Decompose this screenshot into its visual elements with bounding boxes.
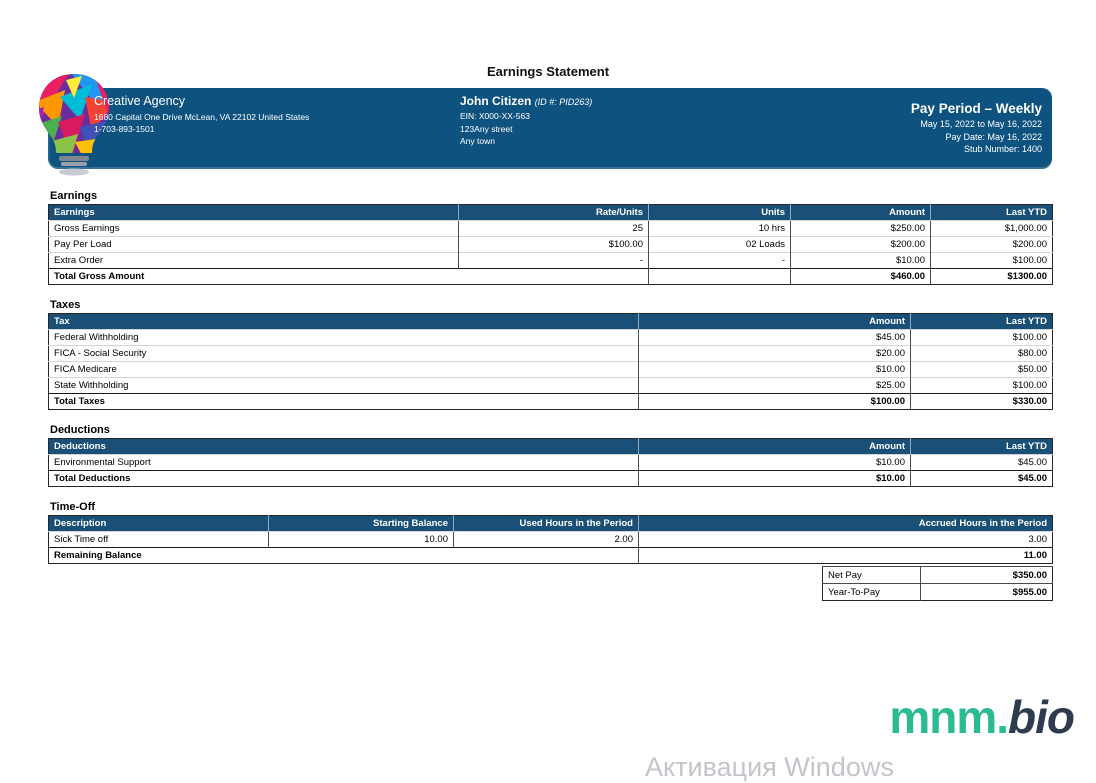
net-pay-summary [822, 566, 1053, 601]
cell-ytd: $200.00 [931, 237, 1053, 253]
col-header: Last YTD [911, 314, 1053, 330]
pay-period-range: May 15, 2022 to May 16, 2022 [920, 119, 1042, 129]
company-name: Creative Agency [94, 94, 186, 108]
cell-rate: $100.00 [459, 237, 649, 253]
total-ytd: $330.00 [911, 394, 1053, 410]
company-address: 1680 Capital One Drive McLean, VA 22102 United States [94, 112, 310, 122]
cell-starting: 10.00 [269, 532, 454, 548]
timeoff-total-row [49, 548, 1053, 564]
cell-used: 2.00 [454, 532, 639, 548]
brand-prefix: mnm. [889, 691, 1009, 743]
taxes-table [48, 313, 1053, 410]
deductions-total-row [49, 471, 1053, 487]
col-header: Amount [791, 205, 931, 221]
table-row [49, 330, 1053, 346]
employee-block [460, 94, 592, 148]
earnings-section [48, 190, 1052, 285]
summary-value: $955.00 [921, 584, 1053, 601]
col-header: Used Hours in the Period [454, 516, 639, 532]
col-header: Amount [639, 439, 911, 455]
col-header: Amount [639, 314, 911, 330]
table-row [49, 346, 1053, 362]
cell-ytd: $100.00 [931, 253, 1053, 269]
company-block [94, 94, 309, 135]
cell-label: Environmental Support [49, 455, 639, 471]
cell-ytd: $80.00 [911, 346, 1053, 362]
taxes-total-row [49, 394, 1053, 410]
cell-rate: - [459, 253, 649, 269]
deductions-section [48, 424, 1052, 487]
cell-label: Extra Order [49, 253, 459, 269]
deductions-table [48, 438, 1053, 487]
stub-number: Stub Number: 1400 [963, 144, 1042, 154]
total-label: Remaining Balance [49, 548, 639, 564]
cell-amount: $10.00 [791, 253, 931, 269]
col-header: Rate/Units [459, 205, 649, 221]
header-band [48, 88, 1052, 169]
employee-town: Any town [460, 136, 495, 146]
cell-ytd: $100.00 [911, 378, 1053, 394]
col-header: Last YTD [931, 205, 1053, 221]
cell-ytd: $45.00 [911, 455, 1053, 471]
table-row [49, 237, 1053, 253]
table-row [49, 362, 1053, 378]
table-row [49, 532, 1053, 548]
employee-street: 123Any street [460, 123, 513, 134]
cell-label: Gross Earnings [49, 221, 459, 237]
col-header: Starting Balance [269, 516, 454, 532]
timeoff-table [48, 515, 1053, 564]
cell-rate: 25 [459, 221, 649, 237]
taxes-section [48, 299, 1052, 410]
table-row [823, 584, 1053, 601]
table-row [823, 567, 1053, 584]
total-amount: $460.00 [791, 269, 931, 285]
table-row [49, 221, 1053, 237]
col-header: Last YTD [911, 439, 1053, 455]
employee-id: (ID #: PID263) [534, 97, 593, 107]
table-row [49, 253, 1053, 269]
cell-amount: $250.00 [791, 221, 931, 237]
earnings-total-row [49, 269, 1053, 285]
employee-name: John Citizen (ID #: PID263) [460, 94, 593, 108]
total-label: Total Deductions [49, 471, 639, 487]
pay-period-title: Pay Period – Weekly [910, 101, 1042, 116]
cell-label: FICA - Social Security [49, 346, 639, 362]
taxes-section-title: Taxes [50, 299, 81, 311]
cell-label: Pay Per Load [49, 237, 459, 253]
total-ytd: $1300.00 [931, 269, 1053, 285]
total-units [649, 269, 791, 285]
page-title: Earnings Statement [486, 64, 610, 79]
cell-label: FICA Medicare [49, 362, 639, 378]
activate-windows-watermark: Активация Windows [645, 752, 894, 782]
total-amount: $100.00 [639, 394, 911, 410]
cell-ytd: $1,000.00 [931, 221, 1053, 237]
total-label: Total Gross Amount [49, 269, 649, 285]
deductions-section-title: Deductions [50, 424, 110, 436]
timeoff-section [48, 501, 1052, 564]
cell-amount: $25.00 [639, 378, 911, 394]
cell-label: State Withholding [49, 378, 639, 394]
table-row [49, 378, 1053, 394]
col-header: Tax [49, 314, 639, 330]
cell-units: 10 hrs [649, 221, 791, 237]
employee-ein: EIN: X000-XX-563 [460, 111, 530, 121]
cell-ytd: $50.00 [911, 362, 1053, 378]
col-header: Accrued Hours in the Period [639, 516, 1053, 532]
pay-date: Pay Date: May 16, 2022 [945, 131, 1042, 142]
taxes-header-row [49, 314, 1053, 330]
cell-ytd: $100.00 [911, 330, 1053, 346]
col-header: Deductions [49, 439, 639, 455]
cell-amount: $45.00 [639, 330, 911, 346]
timeoff-section-title: Time-Off [50, 501, 96, 513]
deductions-header-row [49, 439, 1053, 455]
cell-accrued: 3.00 [639, 532, 1053, 548]
earnings-section-title: Earnings [50, 190, 98, 202]
total-ytd: $45.00 [911, 471, 1053, 487]
col-header: Description [49, 516, 269, 532]
mnm-bio-logo [889, 690, 1074, 744]
cell-label: Federal Withholding [49, 330, 639, 346]
table-row [49, 455, 1053, 471]
cell-units: 02 Loads [649, 237, 791, 253]
cell-label: Sick Time off [49, 532, 269, 548]
summary-value: $350.00 [921, 567, 1053, 584]
timeoff-header-row [49, 516, 1053, 532]
cell-amount: $10.00 [639, 362, 911, 378]
brand-suffix: bio [1008, 691, 1074, 743]
cell-amount: $20.00 [639, 346, 911, 362]
total-value: 11.00 [639, 548, 1053, 564]
cell-amount: $200.00 [791, 237, 931, 253]
earnings-table [48, 204, 1053, 285]
col-header: Earnings [49, 205, 459, 221]
summary-label: Net Pay [823, 567, 921, 584]
cell-units: - [649, 253, 791, 269]
col-header: Units [649, 205, 791, 221]
pay-period-block [911, 101, 1042, 156]
total-label: Total Taxes [49, 394, 639, 410]
earnings-header-row [49, 205, 1053, 221]
cell-amount: $10.00 [639, 455, 911, 471]
total-amount: $10.00 [639, 471, 911, 487]
summary-table [822, 566, 1053, 601]
summary-label: Year-To-Pay [823, 584, 921, 601]
company-phone: 1-703-893-1501 [94, 124, 155, 134]
